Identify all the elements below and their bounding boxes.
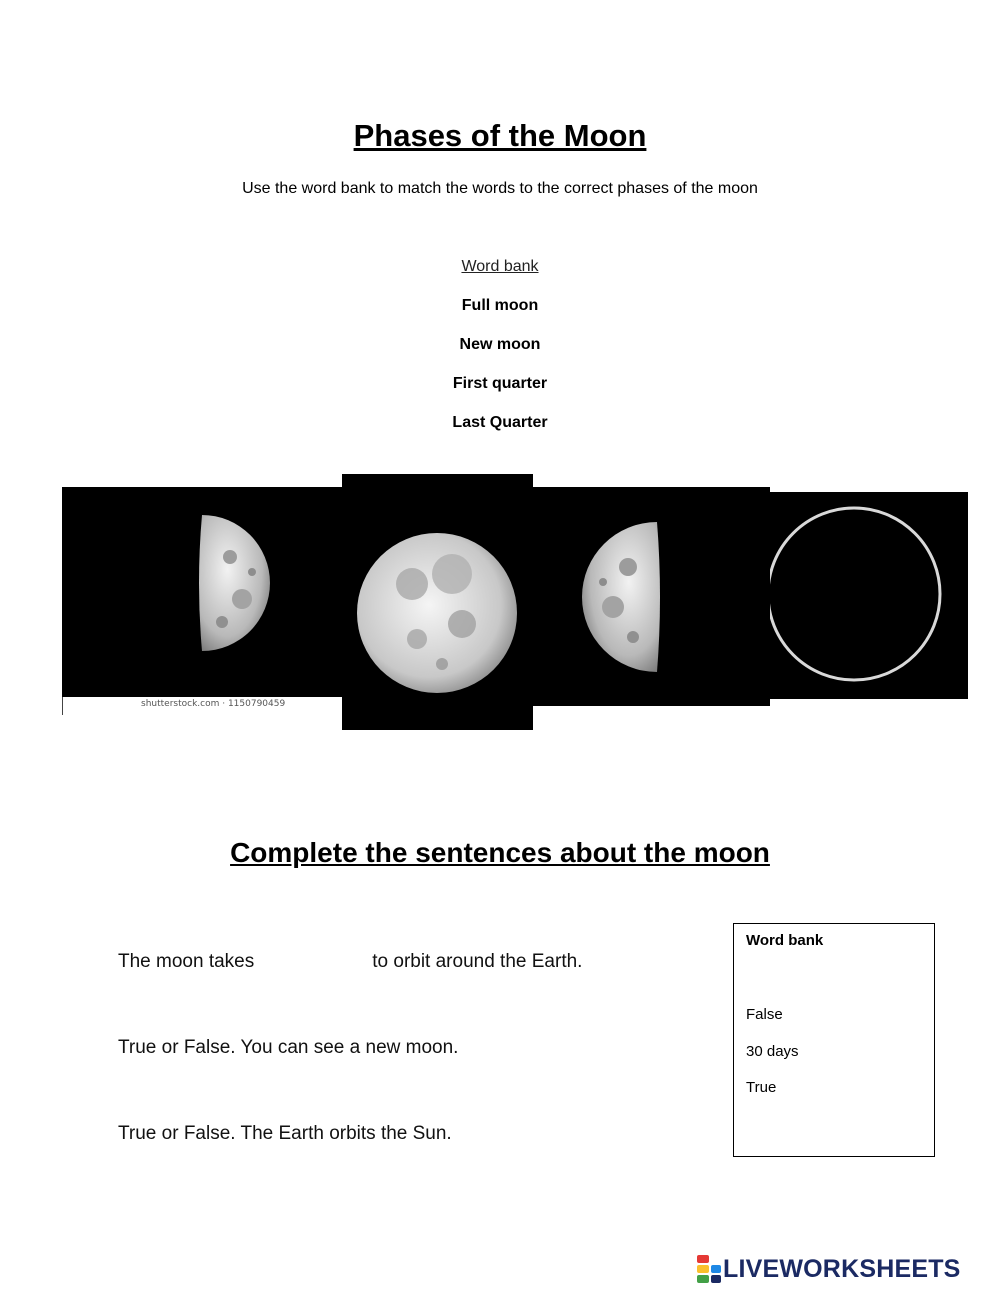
moon-image-full-moon <box>342 474 533 730</box>
logo-blocks-icon <box>697 1255 723 1283</box>
page-title: Phases of the Moon <box>353 118 647 153</box>
word-bank-box-item-false[interactable]: False <box>746 1006 783 1023</box>
word-bank-box-item-30-days[interactable]: 30 days <box>746 1043 799 1060</box>
image-caption-strip <box>62 697 343 715</box>
word-bank-heading: Word bank <box>461 258 539 275</box>
sentence-1 <box>118 951 582 973</box>
sentence-2: True or False. You can see a new moon. <box>118 1037 459 1058</box>
logo-text: LIVEWORKSHEETS <box>723 1254 961 1283</box>
moon-image-first-quarter <box>62 487 342 698</box>
image-caption: shutterstock.com · 1150790459 <box>141 699 286 709</box>
word-bank-box-heading: Word bank <box>746 932 824 949</box>
instructions: Use the word bank to match the words to the correct phases of the moon <box>242 180 758 197</box>
section-title-sentences: Complete the sentences about the moon <box>230 837 770 868</box>
liveworksheets-logo <box>697 1252 961 1286</box>
sentence-1-start: The moon takes <box>118 951 255 972</box>
sentence-3: True or False. The Earth orbits the Sun. <box>118 1123 452 1144</box>
word-bank-box <box>733 923 935 1157</box>
word-bank-item-last-quarter[interactable]: Last Quarter <box>452 414 548 431</box>
word-bank-item-full-moon[interactable]: Full moon <box>461 297 539 314</box>
sentence-1-end: to orbit around the Earth. <box>372 951 583 972</box>
word-bank-item-new-moon[interactable]: New moon <box>459 336 541 353</box>
moon-image-last-quarter <box>533 487 770 706</box>
word-bank-box-item-true[interactable]: True <box>746 1079 777 1096</box>
word-bank-item-first-quarter[interactable]: First quarter <box>452 375 548 392</box>
moon-image-new-moon <box>770 492 968 699</box>
